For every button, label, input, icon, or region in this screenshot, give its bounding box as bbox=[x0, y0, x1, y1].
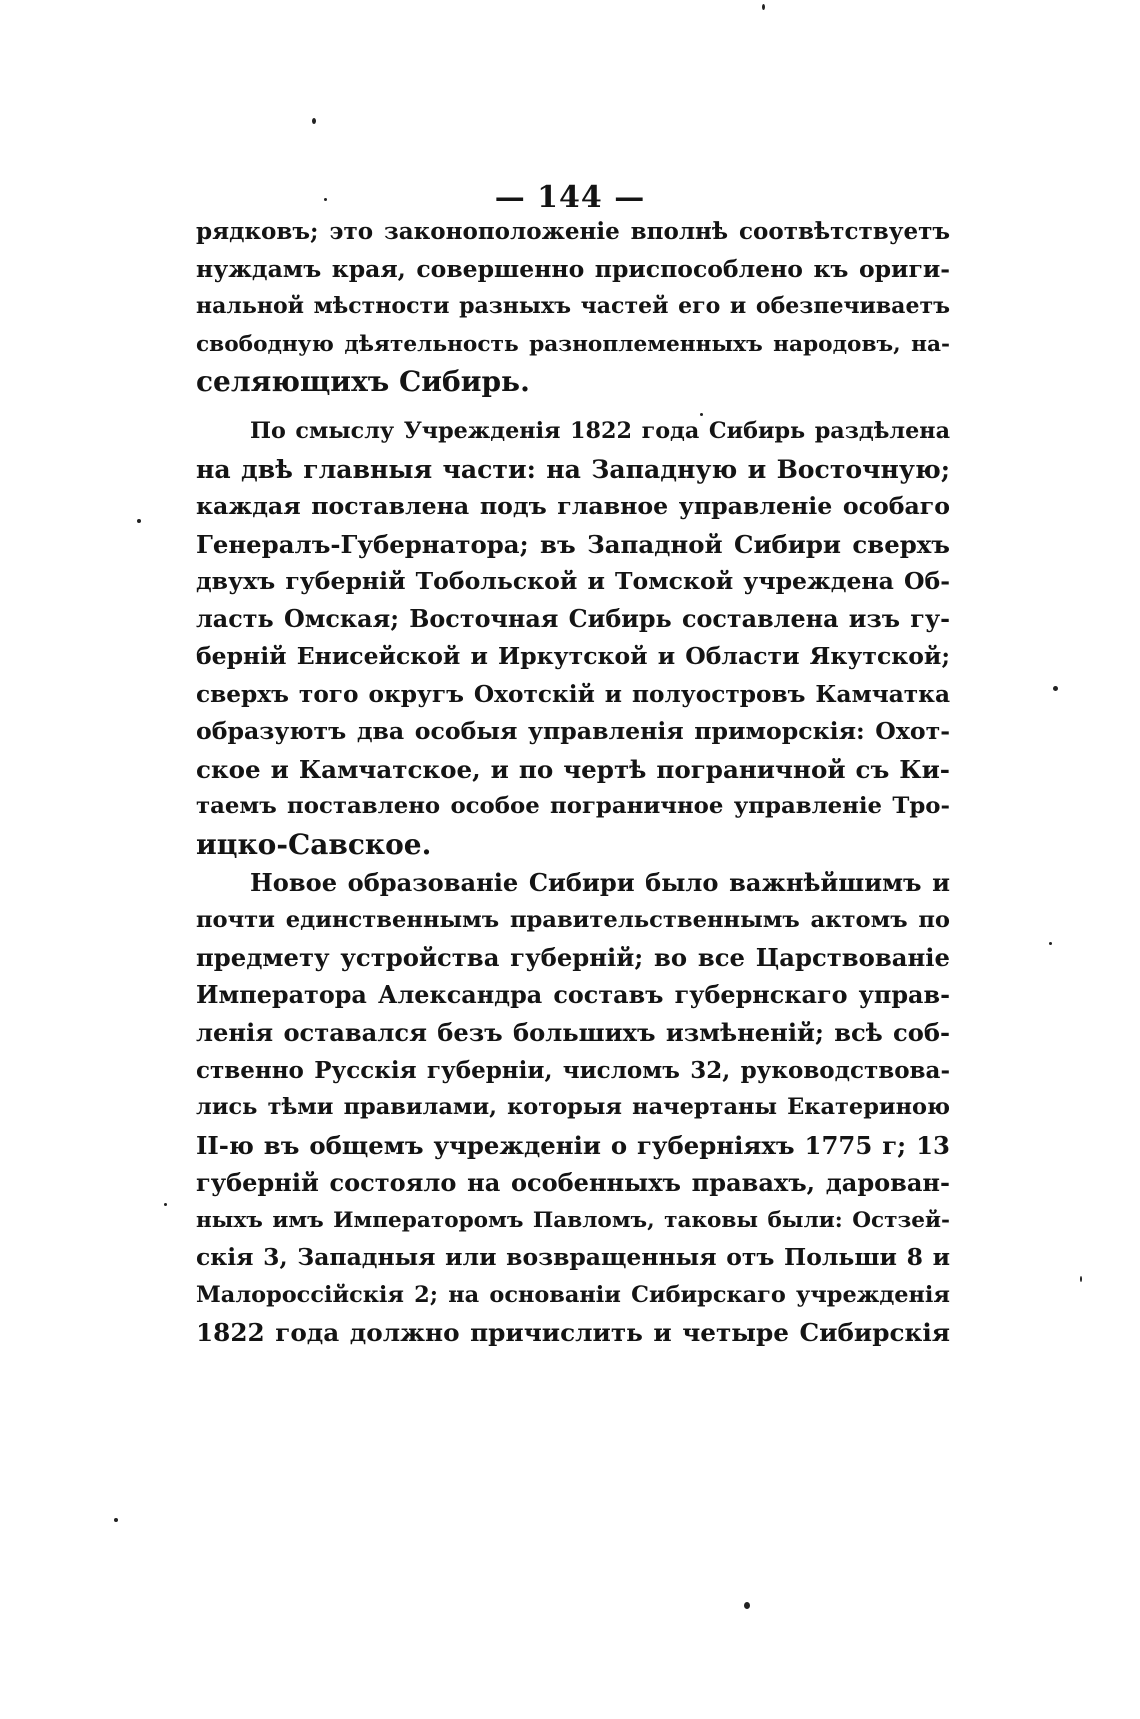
text-line: губерній состояло на особенныхъ правахъ, дарован- bbox=[196, 1168, 950, 1197]
text-line: берній Енисейской и Иркутской и Области Якутской; bbox=[196, 642, 950, 670]
text-line: таемъ поставлено особое пограничное управленіе Тро- bbox=[196, 793, 950, 819]
text-line: Генералъ-Губернатора; въ Западной Сибири сверхъ bbox=[196, 529, 950, 559]
scan-speck bbox=[744, 1602, 750, 1609]
text-line: почти единственнымъ правительственнымъ актомъ по bbox=[196, 906, 950, 933]
text-line: Малороссійскія 2; на основаніи Сибирскаго учрежденія bbox=[196, 1281, 950, 1308]
text-line: каждая поставлена подъ главное управленіе особаго bbox=[196, 492, 950, 520]
text-line: Новое образованіе Сибири было важнѣйшимъ и bbox=[250, 868, 950, 897]
paragraph-1 bbox=[196, 213, 950, 401]
scan-speck bbox=[1053, 686, 1058, 691]
scan-speck bbox=[1049, 942, 1052, 945]
page-number: — 144 — bbox=[494, 180, 646, 215]
text-line: двухъ губерній Тобольской и Томской учреждена Об- bbox=[196, 567, 950, 595]
text-line: рядковъ; это законоположеніе вполнѣ соотвѣтствуетъ bbox=[196, 218, 950, 245]
text-line: предмету устройства губерній; во все Царствованіе bbox=[196, 943, 950, 972]
text-line: ленія оставался безъ большихъ измѣненій; всѣ соб- bbox=[196, 1018, 950, 1047]
text-line: нальной мѣстности разныхъ частей его и обезпечиваетъ bbox=[196, 293, 950, 319]
text-line: свободную дѣятельность разноплеменныхъ народовъ, на- bbox=[196, 331, 950, 357]
text-line: селяющихъ Сибирь. bbox=[196, 365, 530, 398]
scan-speck bbox=[324, 198, 327, 201]
text-line: ственно Русскія губерніи, числомъ 32, руководствова- bbox=[196, 1056, 950, 1084]
text-line: Императора Александра составъ губернскаго управ- bbox=[196, 980, 950, 1009]
scan-speck bbox=[700, 413, 703, 416]
text-line: сверхъ того округъ Охотскій и полуостровъ Камчатка bbox=[196, 680, 950, 708]
text-line: нуждамъ края, совершенно приспособлено къ ориги- bbox=[196, 254, 950, 283]
text-line: 1822 года должно причислить и четыре Сибирскія bbox=[196, 1318, 950, 1347]
scan-speck bbox=[137, 519, 141, 523]
text-line: скія 3, Западныя или возвращенныя отъ Польши 8 и bbox=[196, 1243, 950, 1271]
scan-speck bbox=[762, 4, 765, 10]
text-line: По смыслу Учрежденія 1822 года Сибирь раздѣлена bbox=[250, 418, 950, 444]
text-line: ицко-Савское. bbox=[196, 827, 432, 861]
text-line: ское и Камчатское, и по чертѣ пограничной съ Ки- bbox=[196, 754, 950, 784]
scan-speck bbox=[312, 118, 316, 124]
paragraph-3 bbox=[196, 864, 950, 1352]
paragraph-2 bbox=[196, 413, 950, 863]
scan-speck bbox=[114, 1518, 118, 1522]
scan-speck bbox=[1080, 1276, 1082, 1282]
text-line: образуютъ два особыя управленія приморскія: Охот- bbox=[196, 717, 950, 745]
text-line: ласть Омская; Восточная Сибирь составлена изъ гу- bbox=[196, 604, 950, 633]
text-line: лись тѣми правилами, которыя начертаны Екатериною bbox=[196, 1094, 950, 1120]
text-line: ныхъ имъ Императоромъ Павломъ, таковы были: Остзей- bbox=[196, 1207, 950, 1233]
scan-speck bbox=[164, 1203, 167, 1206]
text-line: II-ю въ общемъ учрежденіи о губерніяхъ 1775 г; 13 bbox=[196, 1130, 950, 1160]
text-line: на двѣ главныя части: на Западную и Восточную; bbox=[196, 453, 950, 484]
